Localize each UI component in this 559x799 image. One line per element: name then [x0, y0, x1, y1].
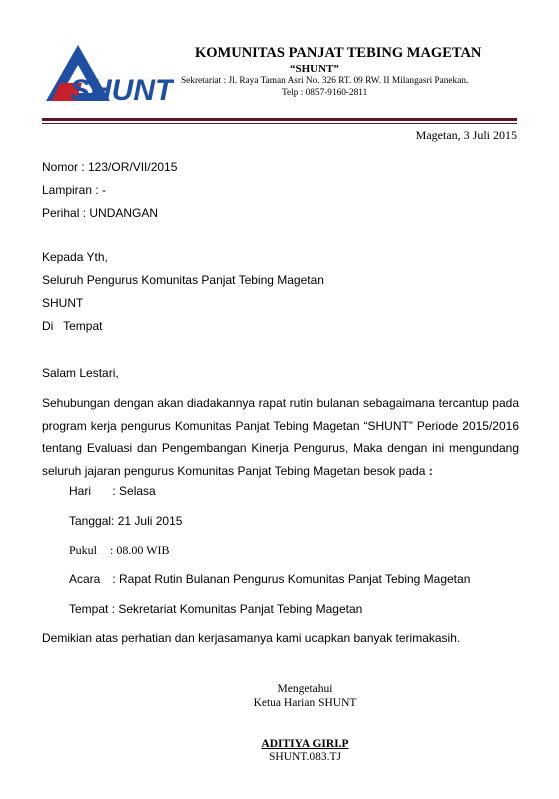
recipient-line-2: SHUNT: [42, 296, 84, 310]
detail-value: 21 Juli 2015: [117, 514, 183, 528]
detail-value: Selasa: [119, 484, 156, 498]
signature-id: SHUNT.083.TJ: [269, 751, 341, 763]
svg-text:SHUNT: SHUNT: [70, 74, 174, 103]
detail-row-date: [69, 514, 182, 528]
letter-date: Magetan, 3 Juli 2015: [415, 128, 517, 142]
signature-name: ADITIYA GIRI.P: [261, 738, 349, 750]
detail-sep: :: [111, 514, 118, 528]
shunt-logo: [42, 43, 174, 103]
organization-address: Sekretariat : Jl. Raya Taman Asri No. 326 RT. 09 RW. II Milangasri Panekan.: [181, 76, 469, 86]
letter-attachment: Lampiran : -: [42, 183, 107, 197]
detail-key: Hari: [69, 484, 92, 498]
detail-value: 08.00 WIB: [116, 543, 170, 557]
detail-sep: :: [108, 602, 119, 616]
letterhead-divider-thin: [42, 123, 517, 124]
organization-phone: Telp : 0857-9160-2811: [282, 88, 368, 98]
closing-sentence: Demikian atas perhatian dan kerjasamanya kami ucapkan banyak terimakasih.: [42, 631, 461, 645]
detail-key: Tanggal: [69, 514, 112, 528]
detail-key: Acara: [69, 572, 101, 586]
body-paragraph: [42, 392, 519, 482]
detail-key: Pukul: [69, 543, 98, 557]
detail-sep: :: [109, 484, 120, 498]
recipient-line-1: Seluruh Pengurus Komunitas Panjat Tebing Magetan: [42, 273, 324, 287]
detail-row-time: [69, 543, 169, 558]
detail-sep: :: [109, 572, 120, 586]
letter-number: Nomor : 123/OR/VII/2015: [42, 160, 178, 174]
detail-key: Tempat: [69, 602, 109, 616]
letterhead-divider: [42, 118, 517, 121]
body-colon: :: [425, 463, 433, 478]
detail-row-day: [69, 484, 156, 498]
organization-nickname: “SHUNT”: [290, 63, 339, 75]
detail-row-venue: [69, 602, 362, 616]
recipient-salutation: Kepada Yth,: [42, 250, 108, 264]
detail-sep: :: [107, 543, 117, 557]
recipient-line-3: Di Tempat: [42, 319, 103, 333]
organization-name: KOMUNITAS PANJAT TEBING MAGETAN: [195, 45, 482, 61]
body-text: Sehubungan dengan akan diadakannya rapat rutin bulanan sebagaimana tercantup pada program kerja pengurus Komunitas Panjat Tebing Magetan “SHUNT” Periode 2015/2016 tentang Evaluasi dan Pengembangan Kinerja Pengurus, Maka dengan ini mengundang seluruh jajaran pengurus Komunitas Panjat Tebing Magetan besok pada: [42, 396, 519, 478]
signature-role: Ketua Harian SHUNT: [253, 697, 357, 709]
detail-value: Sekretariat Komunitas Panjat Tebing Magetan: [118, 602, 363, 616]
letter-subject: Perihal : UNDANGAN: [42, 206, 159, 220]
signature-acknowledged: Mengetahui: [277, 683, 333, 695]
greeting: Salam Lestari,: [42, 366, 119, 380]
detail-value: Rapat Rutin Bulanan Pengurus Komunitas Panjat Tebing Magetan: [119, 572, 471, 586]
detail-row-agenda: [69, 572, 470, 586]
